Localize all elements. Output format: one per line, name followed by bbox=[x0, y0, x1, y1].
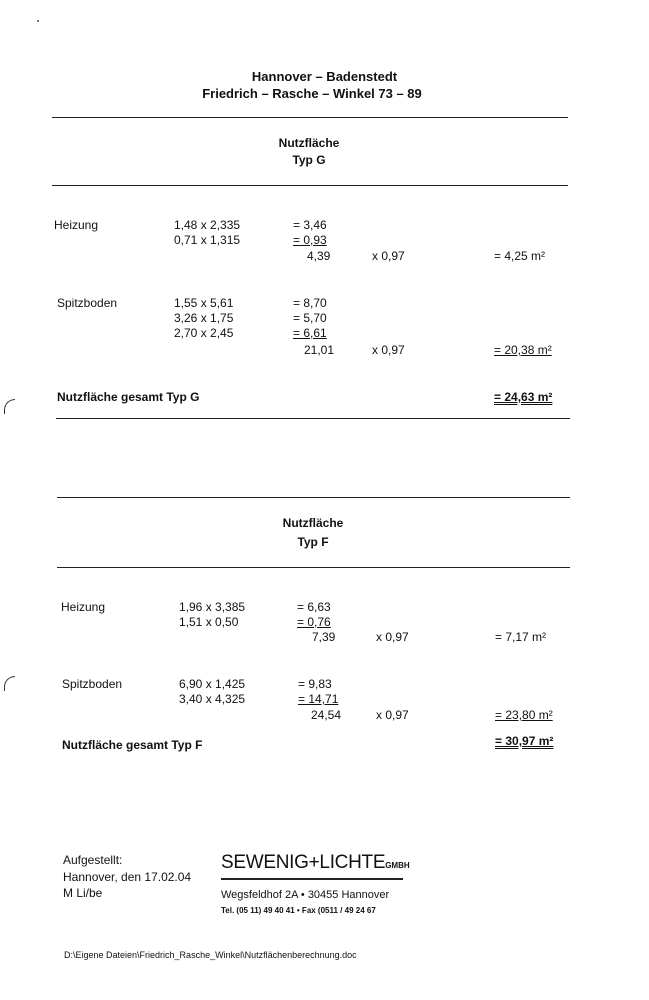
aufgestellt-label: Aufgestellt: bbox=[63, 853, 123, 867]
aufgestellt-initials: M Li/be bbox=[63, 886, 103, 900]
section-g-spitzboden-total: = 20,38 m² bbox=[494, 343, 552, 357]
section-g-heizung-label: Heizung bbox=[54, 218, 99, 232]
section-f-spitzboden-label: Spitzboden bbox=[62, 677, 123, 691]
section-f-heizung-total: = 7,17 m² bbox=[495, 630, 547, 644]
section-g-total-label: Nutzfläche gesamt Typ G bbox=[57, 390, 200, 404]
company-suffix: GMBH bbox=[385, 861, 410, 870]
punch-hole-mark bbox=[4, 399, 15, 414]
section-g-heizung-dim: 1,48 x 2,335 bbox=[174, 218, 241, 232]
section-g-spitzboden-result: = 8,70 bbox=[293, 296, 327, 310]
file-path: D:\Eigene Dateien\Friedrich_Rasche_Winkel\Nutzflächenberechnung.doc bbox=[64, 950, 357, 960]
section-g-spitzboden-label: Spitzboden bbox=[57, 296, 118, 310]
section-f-heizung-dim: 1,96 x 3,385 bbox=[179, 600, 246, 614]
section-f-spitzboden-subtotal: 24,54 bbox=[311, 708, 342, 722]
section-f-spitzboden-factor: x 0,97 bbox=[376, 708, 409, 722]
section-g-heizung-total: = 4,25 m² bbox=[494, 249, 546, 263]
divider bbox=[56, 418, 570, 419]
company-phone: Tel. (05 11) 49 40 41 • Fax (0511 / 49 24 67 bbox=[221, 906, 376, 915]
section-g-heizung-result: = 3,46 bbox=[293, 218, 327, 232]
section-g-spitzboden-dim: 1,55 x 5,61 bbox=[174, 296, 234, 310]
section-f-title: Nutzfläche bbox=[282, 516, 344, 530]
section-f-total-label: Nutzfläche gesamt Typ F bbox=[62, 738, 203, 752]
company-name: SEWENIG+LICHTE bbox=[221, 852, 386, 873]
section-g-heizung-subtotal: 4,39 bbox=[307, 249, 331, 263]
section-f-heizung-subtotal: 7,39 bbox=[312, 630, 336, 644]
company-logo bbox=[221, 852, 410, 877]
section-f-heizung-dim: 1,51 x 0,50 bbox=[179, 615, 239, 629]
section-f-total-value: = 30,97 m² bbox=[495, 734, 554, 748]
section-g-heizung-dim: 0,71 x 1,315 bbox=[174, 233, 241, 247]
section-f-heizung-result: = 0,76 bbox=[297, 615, 331, 629]
header-address: Friedrich – Rasche – Winkel 73 – 89 bbox=[202, 86, 422, 101]
section-g-subtitle: Typ G bbox=[292, 153, 326, 167]
section-f-subtitle: Typ F bbox=[297, 535, 329, 549]
divider bbox=[57, 567, 570, 568]
section-f-heizung-label: Heizung bbox=[61, 600, 106, 614]
header-location: Hannover – Badenstedt bbox=[251, 69, 398, 84]
section-g-total-value: = 24,63 m² bbox=[494, 390, 553, 404]
section-f-spitzboden-result: = 14,71 bbox=[298, 692, 339, 706]
section-g-spitzboden-result: = 6,61 bbox=[293, 326, 327, 340]
punch-hole-mark bbox=[4, 676, 15, 691]
section-f-spitzboden-dim: 3,40 x 4,325 bbox=[179, 692, 246, 706]
company-underline bbox=[221, 878, 403, 880]
section-g-spitzboden-factor: x 0,97 bbox=[372, 343, 405, 357]
section-g-heizung-factor: x 0,97 bbox=[372, 249, 405, 263]
divider bbox=[52, 185, 568, 186]
section-g-spitzboden-dim: 3,26 x 1,75 bbox=[174, 311, 234, 325]
aufgestellt-date: Hannover, den 17.02.04 bbox=[63, 870, 192, 884]
section-f-heizung-factor: x 0,97 bbox=[376, 630, 409, 644]
divider bbox=[57, 497, 570, 498]
section-f-spitzboden-total: = 23,80 m² bbox=[495, 708, 553, 722]
section-g-spitzboden-dim: 2,70 x 2,45 bbox=[174, 326, 234, 340]
section-g-spitzboden-result: = 5,70 bbox=[293, 311, 327, 325]
section-g-title: Nutzfläche bbox=[278, 136, 340, 150]
divider bbox=[52, 117, 568, 118]
company-address: Wegsfeldhof 2A • 30455 Hannover bbox=[221, 889, 390, 901]
section-f-heizung-result: = 6,63 bbox=[297, 600, 331, 614]
section-f-spitzboden-result: = 9,83 bbox=[298, 677, 332, 691]
section-g-heizung-result: = 0,93 bbox=[293, 233, 327, 247]
section-f-spitzboden-dim: 6,90 x 1,425 bbox=[179, 677, 246, 691]
section-g-spitzboden-subtotal: 21,01 bbox=[304, 343, 335, 357]
scan-speck bbox=[37, 20, 39, 22]
